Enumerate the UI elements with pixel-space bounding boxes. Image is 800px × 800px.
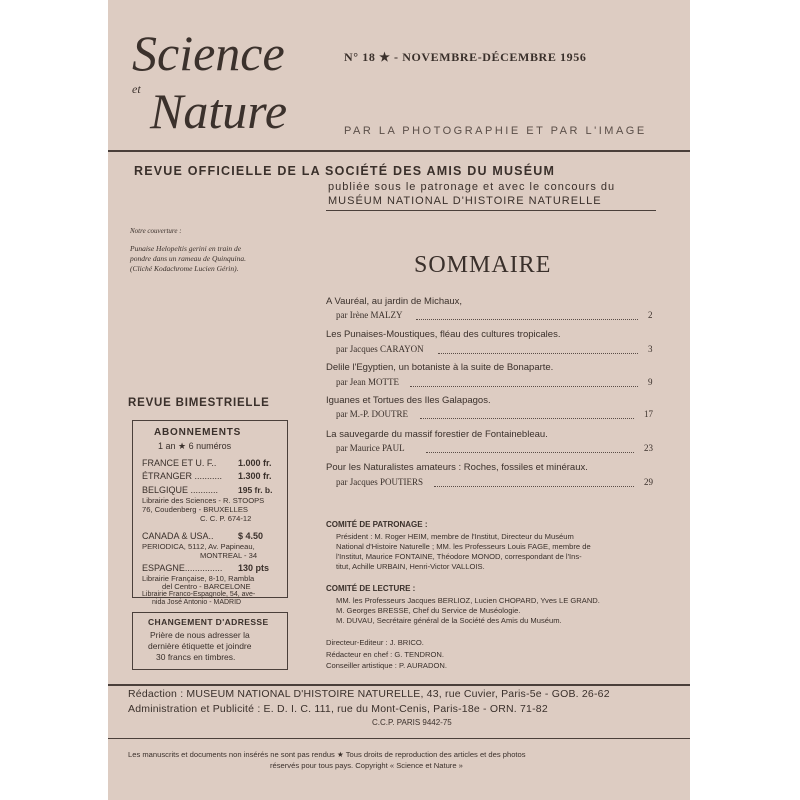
lecture-heading: COMITÉ DE LECTURE : <box>326 584 416 593</box>
patronage-heading: COMITÉ DE PATRONAGE : <box>326 520 428 529</box>
title-nature: Nature <box>150 83 288 139</box>
toc-leader <box>416 319 638 320</box>
france-label: FRANCE ET U. F.. <box>142 458 217 468</box>
patronage-line-3: l'Institut, Maurice FONTAINE, Théodore MONOD, correspondant de l'Ins- <box>336 552 582 561</box>
patronage-line-2: National d'Histoire Naturelle ; MM. les Professeurs Louis FAGE, membre de <box>336 542 591 551</box>
toc-title: A Vauréal, au jardin de Michaux, <box>326 296 463 307</box>
patronage-line-4: titut, Achille URBAIN, Henri-Victor VALLOIS. <box>336 562 485 571</box>
canada-price: $ 4.50 <box>238 531 264 541</box>
abonnements-heading: ABONNEMENTS <box>154 427 242 438</box>
espagne-line-4: nida José Antonio - MADRID <box>152 599 242 606</box>
belgique-price: 195 fr. b. <box>238 485 273 495</box>
title-science: Science <box>132 25 285 81</box>
changement-line-3: 30 francs en timbres. <box>156 652 236 662</box>
belgique-label: BELGIQUE ........... <box>142 485 219 495</box>
toc-page: 9 <box>648 377 653 387</box>
footer-rule-bottom <box>108 738 690 739</box>
canada-line-1: PERIODICA, 5112, Av. Papineau, <box>142 542 255 551</box>
toc-title: Iguanes et Tortues des Iles Galapagos. <box>326 395 491 406</box>
masthead-rule <box>108 150 690 152</box>
cover-caption-1: Punaise Helopeltis gerini en train de <box>130 244 242 253</box>
toc-title: Les Punaises-Moustiques, fléau des cultures tropicales. <box>326 329 561 340</box>
toc-page: 2 <box>648 310 653 320</box>
lecture-line-2: M. Georges BRESSE, Chef du Service de Muséologie. <box>336 606 521 615</box>
toc-author: par Jean MOTTE <box>336 377 399 387</box>
toc-title: Delile l'Egyptien, un botaniste à la suite de Bonaparte. <box>326 362 554 373</box>
toc-page: 23 <box>644 443 653 453</box>
toc-leader <box>420 418 634 419</box>
changement-line-2: dernière étiquette et joindre <box>148 641 252 651</box>
ccp-line: C.C.P. PARIS 9442-75 <box>372 718 452 727</box>
redaction-line: Rédaction : MUSEUM NATIONAL D'HISTOIRE NATURELLE, 43, rue Cuvier, Paris-5e - GOB. 26-62 <box>128 688 610 700</box>
museum-underline <box>326 210 656 211</box>
staff-editor: Rédacteur en chef : G. TENDRON. <box>326 650 445 659</box>
etranger-price: 1.300 fr. <box>238 471 272 481</box>
footer-rule-top <box>108 684 690 686</box>
toc-page: 3 <box>648 344 653 354</box>
belgique-line-2: 76, Coudenberg - BRUXELLES <box>142 505 248 514</box>
toc-leader <box>434 486 634 487</box>
abonnements-subline: 1 an ★ 6 numéros <box>158 441 232 451</box>
administration-line: Administration et Publicité : E. D. I. C. 111, rue du Mont-Cenis, Paris-18e - ORN. 71-82 <box>128 703 548 715</box>
canada-line-2: MONTREAL - 34 <box>200 551 258 560</box>
toc-author: par Maurice PAUL <box>336 443 405 453</box>
toc-author: par Jacques CARAYON <box>336 344 424 354</box>
toc-page: 29 <box>644 477 653 487</box>
toc-author: par Irène MALZY <box>336 310 403 320</box>
patronage-line: publiée sous le patronage et avec le concours du <box>328 181 616 193</box>
staff-art: Conseiller artistique : P. AURADON. <box>326 661 447 670</box>
toc-leader <box>426 452 634 453</box>
toc-title: La sauvegarde du massif forestier de Fontainebleau. <box>326 429 548 440</box>
changement-line-1: Prière de nous adresser la <box>150 630 250 640</box>
magazine-page <box>108 0 690 800</box>
patronage-line-1: Président : M. Roger HEIM, membre de l'Institut, Directeur du Muséum <box>336 532 574 541</box>
issue-line: N° 18 ★ - NOVEMBRE-DÉCEMBRE 1956 <box>344 50 587 64</box>
bimestrielle-label: REVUE BIMESTRIELLE <box>128 397 270 409</box>
toc-leader <box>438 353 638 354</box>
espagne-line-1: Librairie Française, 8-10, Rambla <box>142 574 255 583</box>
france-price: 1.000 fr. <box>238 458 272 468</box>
cover-caption-3: (Cliché Kodachrome Lucien Gérin). <box>130 264 239 273</box>
canada-label: CANADA & USA.. <box>142 531 214 541</box>
sommaire-heading: SOMMAIRE <box>414 252 552 278</box>
belgique-line-1: Librairie des Sciences - R. STOOPS <box>142 496 265 505</box>
toc-author: par Jacques POUTIERS <box>336 477 423 487</box>
museum-line: MUSÉUM NATIONAL D'HISTOIRE NATURELLE <box>328 195 602 207</box>
notice-line-2: réservés pour tous pays. Copyright « Science et Nature » <box>270 761 463 770</box>
toc-title: Pour les Naturalistes amateurs : Roches, fossiles et minéraux. <box>326 462 588 473</box>
staff-director: Directeur-Editeur : J. BRICO. <box>326 638 424 647</box>
toc-author: par M.-P. DOUTRE <box>336 409 408 419</box>
toc-leader <box>410 386 638 387</box>
etranger-label: ÉTRANGER ........... <box>142 471 223 481</box>
belgique-line-3: C. C. P. 674-12 <box>200 514 252 523</box>
changement-heading: CHANGEMENT D'ADRESSE <box>148 617 269 627</box>
cover-heading: Notre couverture : <box>130 227 182 235</box>
lecture-line-1: MM. les Professeurs Jacques BERLIOZ, Lucien CHOPARD, Yves LE GRAND. <box>336 596 600 605</box>
tagline: PAR LA PHOTOGRAPHIE ET PAR L'IMAGE <box>344 125 647 137</box>
espagne-line-3: Librairie Franco-Espagnole, 54, ave- <box>142 591 256 598</box>
cover-caption-2: pondre dans un rameau de Quinquina. <box>130 254 246 263</box>
toc-page: 17 <box>644 409 653 419</box>
espagne-label: ESPAGNE............... <box>142 563 223 573</box>
title-et: et <box>132 82 141 96</box>
espagne-price: 130 pts <box>238 563 270 573</box>
notice-line-1: Les manuscrits et documents non insérés ne sont pas rendus ★ Tous droits de reproduction des articles et des photos <box>128 750 526 759</box>
official-line: REVUE OFFICIELLE DE LA SOCIÉTÉ DES AMIS DU MUSÉUM <box>134 164 556 178</box>
espagne-line-2: del Centro - BARCELONE <box>162 582 251 591</box>
lecture-line-3: M. DUVAU, Secrétaire général de la Société des Amis du Muséum. <box>336 616 562 625</box>
